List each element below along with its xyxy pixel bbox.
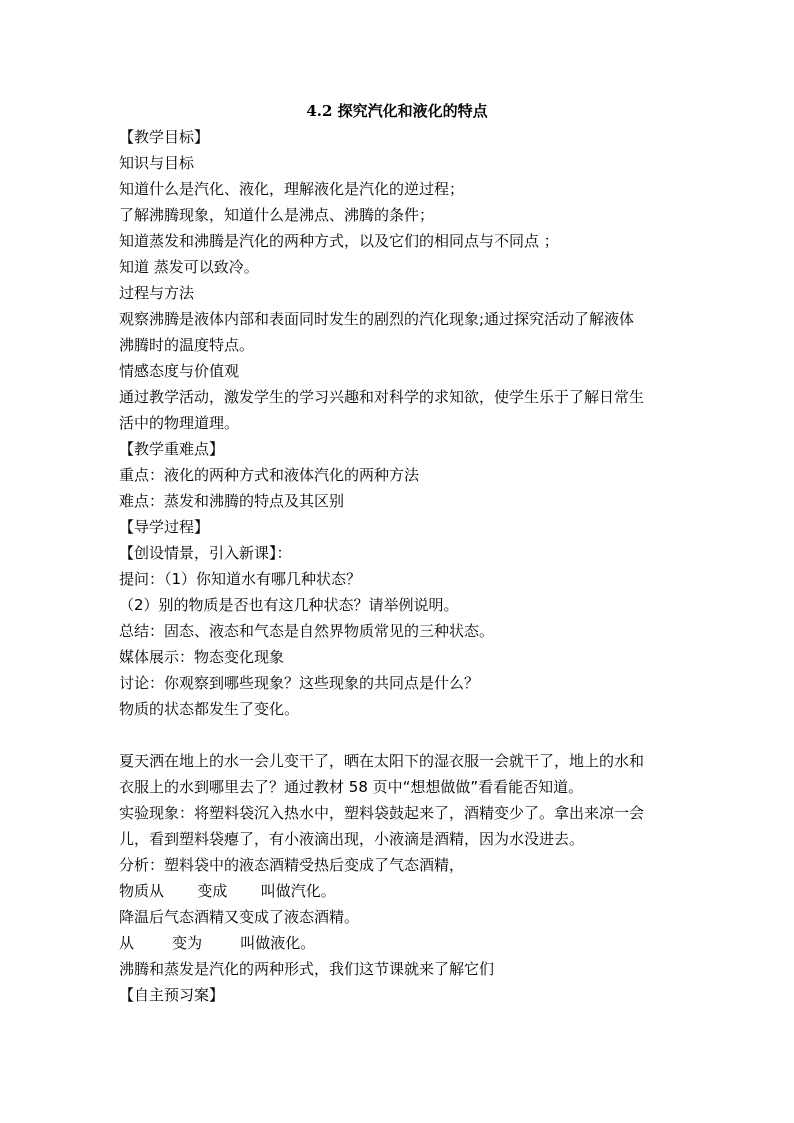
text-line: 沸腾时的温度特点。 [119, 336, 255, 354]
text-line: 【导学过程】 [119, 518, 210, 536]
text-line: 夏天洒在地上的水一会儿变干了，晒在太阳下的湿衣服一会就干了，地上的水和 [119, 752, 645, 770]
text-line: 总结：固态、液态和气态是自然界物质常见的三种状态。 [119, 622, 495, 640]
text-line: 实验现象：将塑料袋沉入热水中，塑料袋鼓起来了，酒精变少了。拿出来凉一会 [119, 804, 645, 822]
text-line: 知识与目标 [119, 154, 195, 172]
text-line: 【创设情景，引入新课】： [119, 544, 292, 562]
text-line: 衣服上的水到哪里去了？通过教材 58 页中“想想做做”看看能否知道。 [119, 778, 584, 796]
text-line: 提问：（1）你知道水有哪几种状态？ [119, 570, 362, 588]
text-line: 情感态度与价值观 [119, 362, 240, 380]
text-line: 沸腾和蒸发是汽化的两种形式，我们这节课就来了解它们 [119, 960, 495, 978]
text-line: 知道 蒸发可以致冷。 [119, 258, 259, 276]
text-line: 过程与方法 [119, 284, 195, 302]
document-title: 4.2 探究汽化和液化的特点 [306, 102, 488, 120]
text-line: 降温后气态酒精又变成了液态酒精。 [119, 908, 360, 926]
text-line: 【教学目标】 [119, 128, 210, 146]
text-line: 物质的状态都发生了变化。 [119, 700, 300, 718]
text-line: 儿，看到塑料袋瘪了，有小液滴出现，小液滴是酒精，因为水没进去。 [119, 830, 585, 848]
text-line: 媒体展示：物态变化现象 [119, 648, 285, 666]
text-line: 重点：液化的两种方式和液体汽化的两种方法 [119, 466, 420, 484]
text-line: 知道蒸发和沸腾是汽化的两种方式，以及它们的相同点与不同点 ； [119, 232, 559, 250]
text-line: 观察沸腾是液体内部和表面同时发生的剧烈的汽化现象;通过探究活动了解液体 [119, 310, 635, 328]
text-line: 分析：塑料袋中的液态酒精受热后变成了气态酒精， [119, 856, 465, 874]
text-line: 物质从 变成 叫做汽化。 [119, 882, 336, 900]
text-line: 活中的物理道理。 [119, 414, 240, 432]
text-line: （2）别的物质是否也有这几种状态？请举例说明。 [119, 596, 459, 614]
text-line: 【自主预习案】 [119, 986, 225, 1004]
text-line: 了解沸腾现象，知道什么是沸点、沸腾的条件； [119, 206, 435, 224]
text-line: 从 变为 叫做液化。 [119, 934, 316, 952]
text-line: 【教学重难点】 [119, 440, 225, 458]
text-line: 通过教学活动，激发学生的学习兴趣和对科学的求知欲，使学生乐于了解日常生 [119, 388, 645, 406]
text-line: 知道什么是汽化、液化，理解液化是汽化的逆过程； [119, 180, 465, 198]
text-line: 难点：蒸发和沸腾的特点及其区别 [119, 492, 345, 510]
text-line: 讨论：你观察到哪些现象？这些现象的共同点是什么？ [119, 674, 480, 692]
blank-line [119, 722, 679, 748]
document-body [119, 124, 679, 1008]
